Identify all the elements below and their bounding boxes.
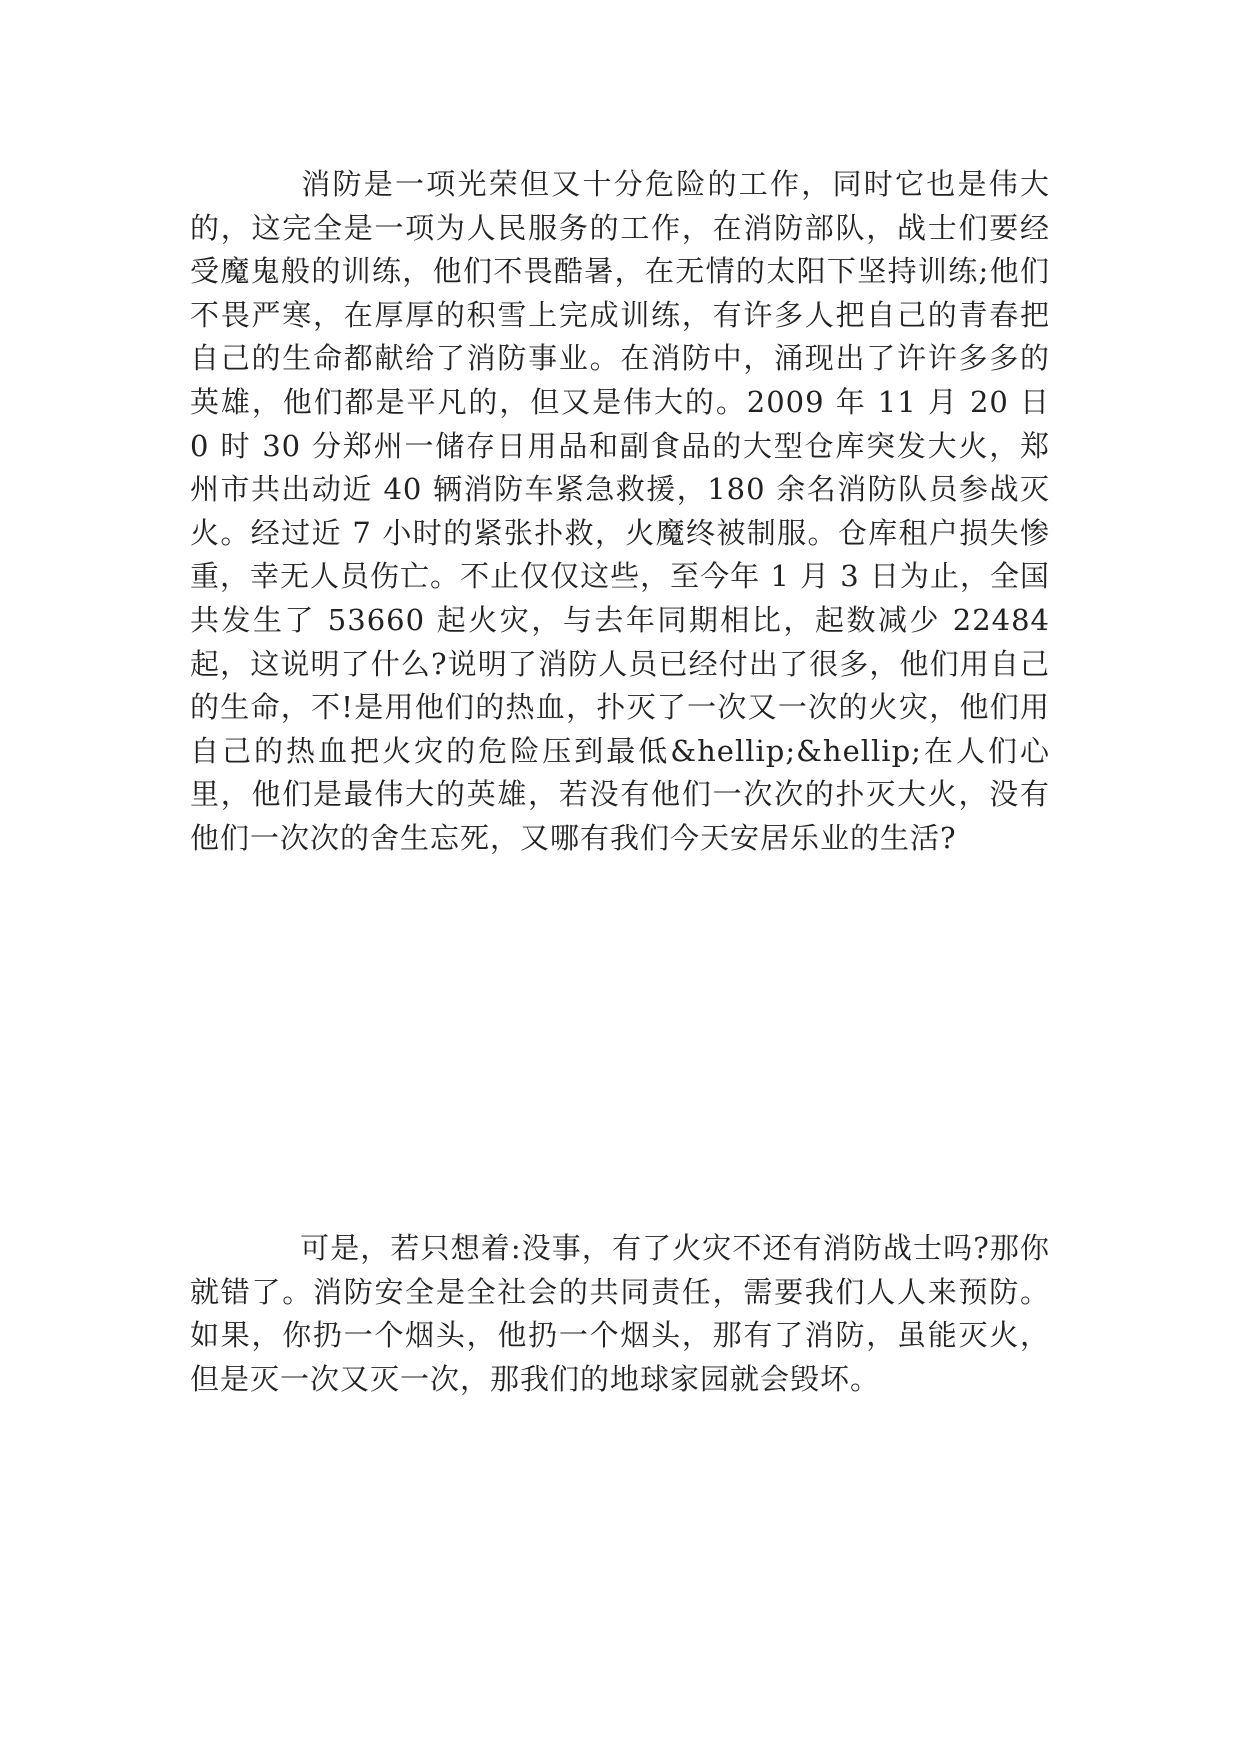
paragraph-1-text: 消防是一项光荣但又十分危险的工作，同时它也是伟大的，这完全是一项为人民服务的工作，在消防部队，战士们要经受魔鬼般的训练，他们不畏酷暑，在无情的太阳下坚持训练;他们不畏严寒，在厚厚的积雪上完成训练，有许多人把自己的青春把自己的生命都献给了消防事业。在消防中，涌现出了许许多多的英雄，他们都是平凡的，但又是伟大的。2009 年 11 月 20 日 0 时 30 分郑州一储存日用品和副食品的大型仓库突发大火，郑州市共出动近 40 辆消防车紧急救援，180 余名消防队员参战灭火。经过近 7 小时的紧张扑救，火魔终被制服。仓库租户损失惨重，幸无人员伤亡。不止仅仅这些，至今年 1 月 3 日为止，全国共发生了 53660 起火灾，与去年同期相比，起数减少 22484 起，这说明了什么?说明了消防人员已经付出了很多，他们用自己的生命，不!是用他们的热血，扑灭了一次又一次的火灾，他们用自己的热血把火灾的危险压到最低&hellip;&hellip;在人们心里，他们是最伟大的英雄，若没有他们一次次的扑灭大火，没有他们一次次的舍生忘死，又哪有我们今天安居乐业的生活? [190,167,1050,855]
paragraph-2-text: 可是，若只想着:没事，有了火灾不还有消防战士吗?那你就错了。消防安全是全社会的共同责任，需要我们人人来预防。如果，你扔一个烟头，他扔一个烟头，那有了消防，虽能灭火，但是灭一次又灭一次，那我们的地球家园就会毁坏。 [190,1231,1050,1396]
paragraph-2 [190,1227,1050,1401]
paragraph-1 [190,163,1050,861]
